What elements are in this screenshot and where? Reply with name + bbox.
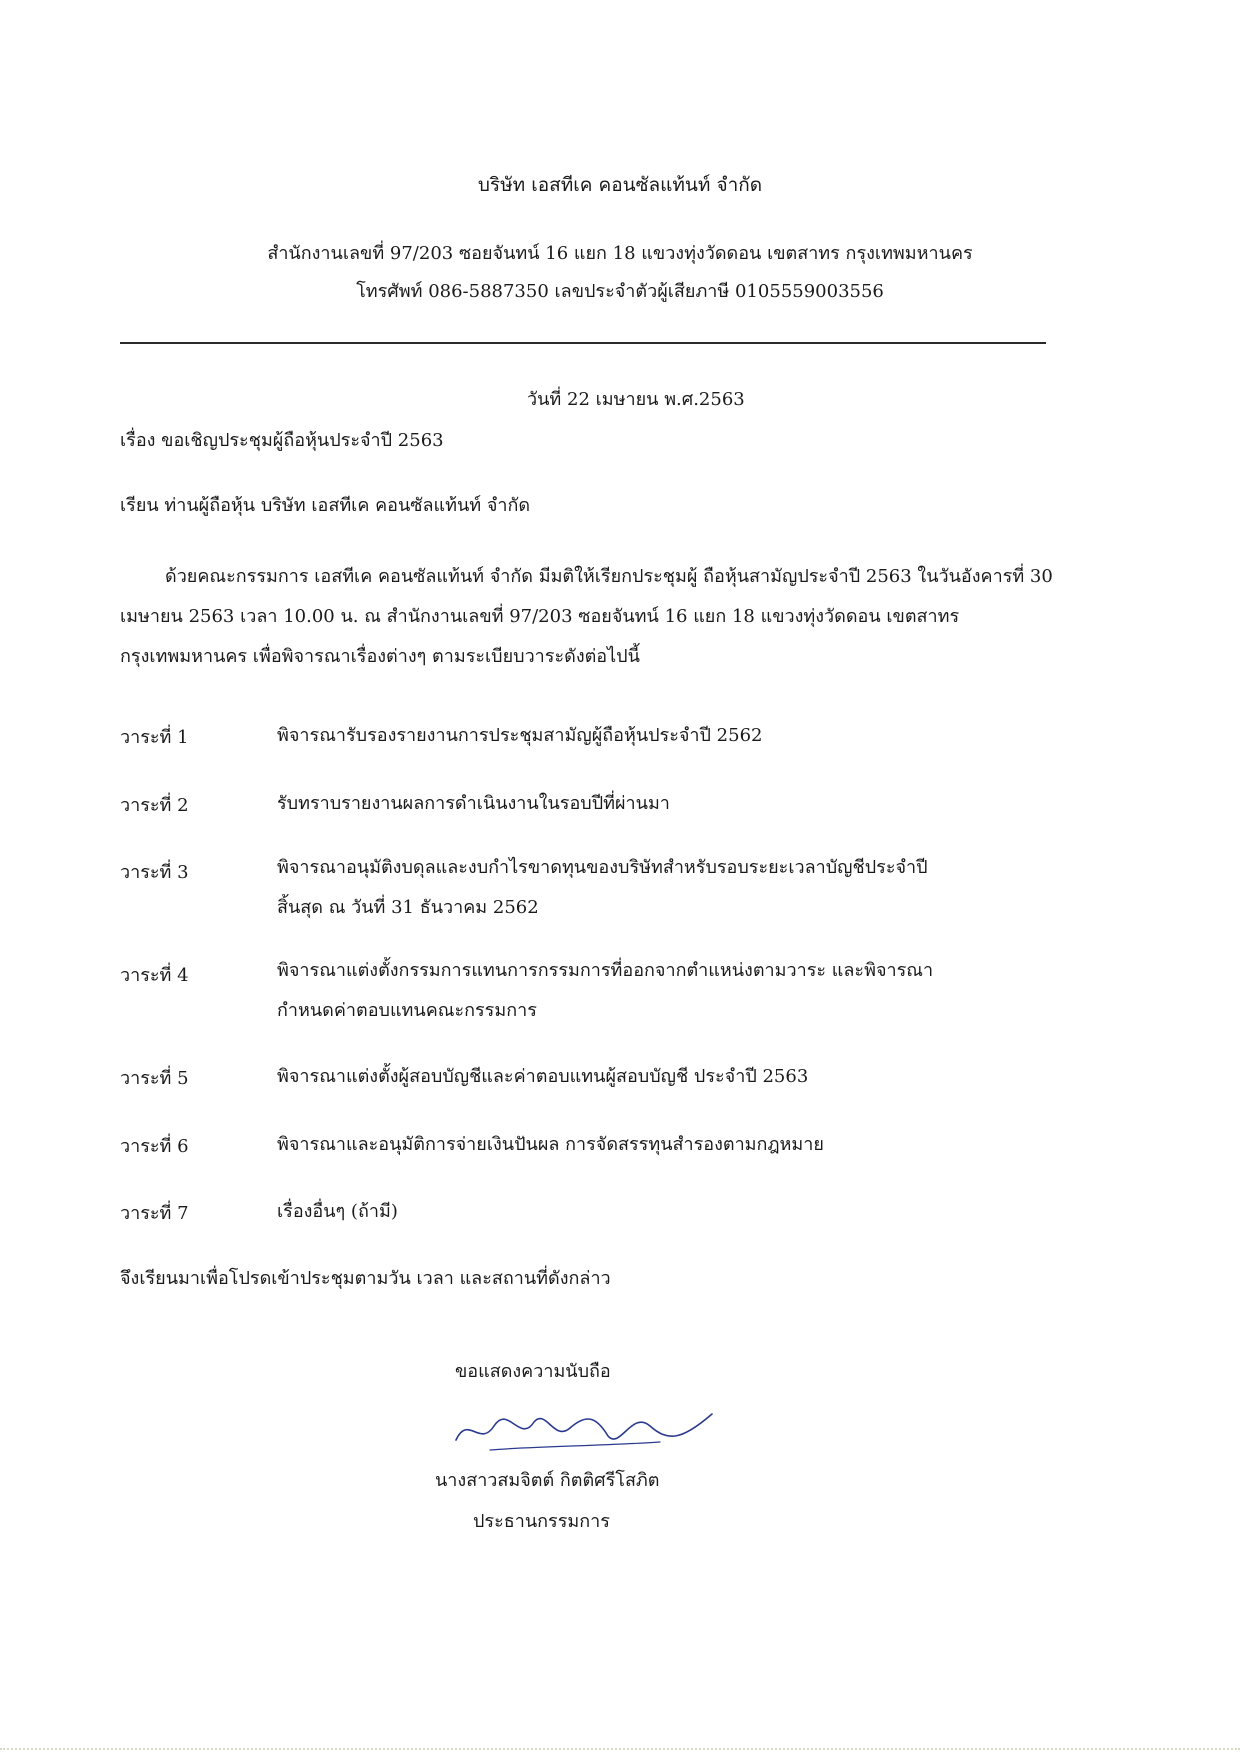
agenda-text: รับทราบรายงานผลการดำเนินงานในรอบปีที่ผ่านมา xyxy=(277,793,670,814)
agenda-text: พิจารณาอนุมัติงบดุลและงบกำไรขาดทุนของบริษัทสำหรับรอบระยะเวลาบัญชีประจำปี xyxy=(277,857,928,878)
company-name: บริษัท เอสทีเค คอนซัลแท้นท์ จำกัด xyxy=(477,174,763,196)
agenda-number: วาระที่ 4 xyxy=(120,965,189,986)
agenda-number: วาระที่ 3 xyxy=(120,862,189,883)
agenda-text: พิจารณารับรองรายงานการประชุมสามัญผู้ถือหุ้นประจำปี 2562 xyxy=(277,725,763,746)
agenda-number: วาระที่ 2 xyxy=(120,795,189,816)
intro-line: เมษายน 2563 เวลา 10.00 น. ณ สำนักงานเลขที่ 97/203 ซอยจันทน์ 16 แยก 18 แขวงทุ่งวัดดอน เขตสาทร xyxy=(120,606,960,627)
agenda-number: วาระที่ 7 xyxy=(120,1203,189,1224)
agenda-text: กำหนดค่าตอบแทนคณะกรรมการ xyxy=(277,1000,537,1021)
intro-line: กรุงเทพมหานคร เพื่อพิจารณาเรื่องต่างๆ ตามระเบียบวาระดังต่อไปนี้ xyxy=(120,646,640,667)
letter-subject: เรื่อง ขอเชิญประชุมผู้ถือหุ้นประจำปี 2563 xyxy=(120,430,444,451)
scan-bottom-edge xyxy=(0,1748,1240,1750)
regards: ขอแสดงความนับถือ xyxy=(455,1361,611,1382)
agenda-text: สิ้นสุด ณ วันที่ 31 ธันวาคม 2562 xyxy=(277,897,539,918)
agenda-number: วาระที่ 1 xyxy=(120,727,189,748)
letter-date: วันที่ 22 เมษายน พ.ศ.2563 xyxy=(527,389,745,410)
company-contact: โทรศัพท์ 086-5887350 เลขประจำตัวผู้เสียภาษี 0105559003556 xyxy=(356,281,884,302)
signature-underline xyxy=(490,1442,660,1450)
signature-flourish xyxy=(456,1414,712,1440)
agenda-text: เรื่องอื่นๆ (ถ้ามี) xyxy=(277,1201,398,1222)
agenda-number: วาระที่ 6 xyxy=(120,1136,189,1157)
closing-line: จึงเรียนมาเพื่อโปรดเข้าประชุมตามวัน เวลา และสถานที่ดังกล่าว xyxy=(120,1268,611,1289)
intro-line: ด้วยคณะกรรมการ เอสทีเค คอนซัลแท้นท์ จำกัด มีมติให้เรียกประชุมผู้ ถือหุ้นสามัญประจำปี 2563 ในวันอังคารที่ 30 xyxy=(165,566,1053,587)
agenda-text: พิจารณาและอนุมัติการจ่ายเงินปันผล การจัดสรรทุนสำรองตามกฎหมาย xyxy=(277,1134,824,1155)
agenda-number: วาระที่ 5 xyxy=(120,1068,189,1089)
intro-paragraph xyxy=(120,563,1052,683)
agenda-text: พิจารณาแต่งตั้งผู้สอบบัญชีและค่าตอบแทนผู้สอบบัญชี ประจำปี 2563 xyxy=(277,1066,809,1087)
signer-name: นางสาวสมจิตต์ กิตติศรีโสภิต xyxy=(435,1470,660,1491)
company-address: สำนักงานเลขที่ 97/203 ซอยจันทน์ 16 แยก 18 แขวงทุ่งวัดดอน เขตสาทร กรุงเทพมหานคร xyxy=(267,243,973,264)
agenda-text: พิจารณาแต่งตั้งกรรมการแทนการกรรมการที่ออกจากตำแหน่งตามวาระ และพิจารณา xyxy=(277,960,934,981)
signature xyxy=(450,1396,720,1456)
header-divider xyxy=(120,342,1046,344)
signer-title: ประธานกรรมการ xyxy=(473,1511,610,1532)
letter-recipient: เรียน ท่านผู้ถือหุ้น บริษัท เอสทีเค คอนซัลแท้นท์ จำกัด xyxy=(120,495,531,516)
